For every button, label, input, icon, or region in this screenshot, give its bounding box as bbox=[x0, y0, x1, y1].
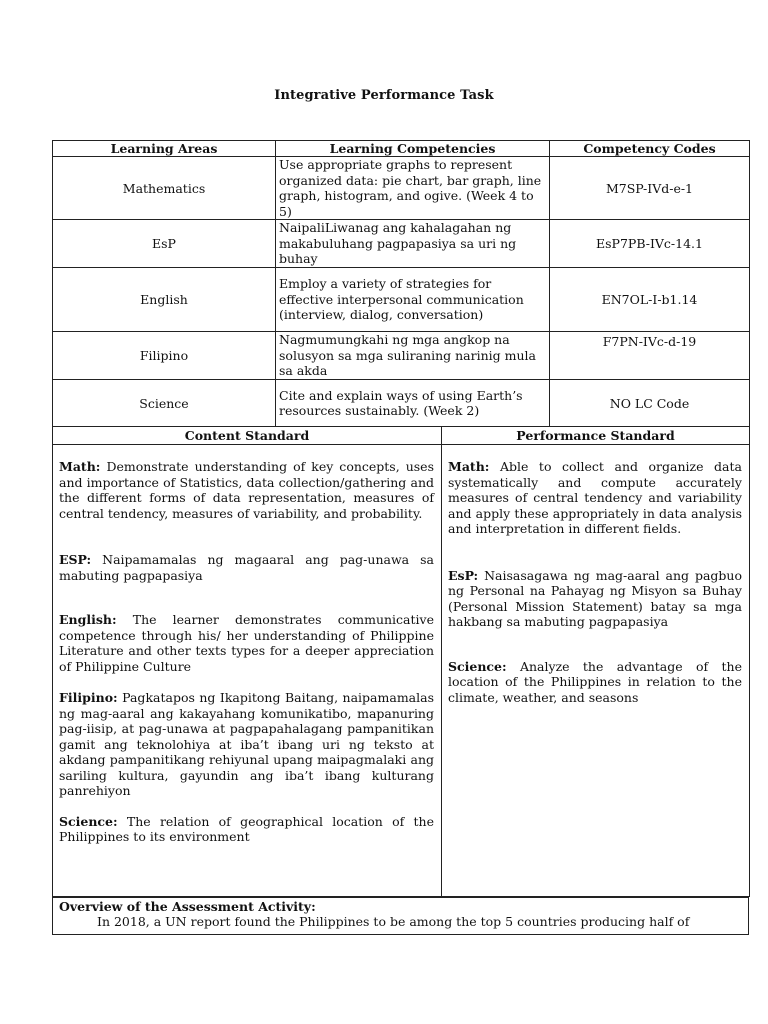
content-standard-science bbox=[59, 814, 434, 845]
standard-label: ESP: bbox=[59, 552, 92, 567]
table-row bbox=[53, 268, 750, 332]
standard-text: The relation of geographical location of the Philippines to its environment bbox=[59, 813, 434, 844]
header-performance-standard: Performance Standard bbox=[442, 427, 750, 445]
content-standard-cell bbox=[53, 445, 442, 897]
header-learning-areas: Learning Areas bbox=[53, 141, 276, 157]
standard-text: Naisasagawa ng mag-aaral ang pagbuo ng Personal na Pahayag ng Misyon sa Buhay (Personal Mission Statement) batay sa mga hakbang sa mabuting pagpapasiya bbox=[448, 567, 742, 629]
table-row bbox=[53, 332, 750, 380]
content-standard-esp bbox=[59, 552, 434, 583]
competency-code-cell: M7SP-IVd-e-1 bbox=[550, 157, 750, 220]
learning-competency-cell: Use appropriate graphs to represent organized data: pie chart, bar graph, line graph, histogram, and ogive. (Week 4 to 5) bbox=[276, 157, 550, 220]
standard-label: Science: bbox=[448, 658, 507, 674]
performance-standard-science bbox=[448, 659, 742, 706]
content-standard-english bbox=[59, 612, 434, 674]
learning-competency-cell: Nagmumungkahi ng mga angkop na solusyon sa mga suliraning narinig mula sa akda bbox=[276, 332, 550, 380]
learning-area-cell: EsP bbox=[53, 220, 276, 268]
performance-standard-cell bbox=[442, 445, 750, 897]
table-row bbox=[53, 380, 750, 427]
overview-cell bbox=[53, 898, 749, 935]
overview-section bbox=[52, 897, 749, 935]
performance-standard-math bbox=[448, 459, 742, 537]
table-row bbox=[53, 220, 750, 268]
learning-area-cell: Science bbox=[53, 380, 276, 427]
table-header-row bbox=[53, 141, 750, 157]
competency-code-cell: EN7OL-I-b1.14 bbox=[550, 268, 750, 332]
competency-code-cell: NO LC Code bbox=[550, 380, 750, 427]
standard-label: Filipino: bbox=[59, 690, 118, 705]
learning-competency-cell: Employ a variety of strategies for effective interpersonal communication (interview, dialog, conversation) bbox=[276, 268, 550, 332]
competency-code-cell: F7PN-IVc-d-19 bbox=[550, 332, 750, 380]
standard-text: Demonstrate understanding of key concepts, uses and importance of Statistics, data collection/gathering and the different forms of data representation, measures of central tendency, measures of variability, and probability. bbox=[59, 459, 434, 521]
learning-area-cell: Mathematics bbox=[53, 157, 276, 220]
performance-standard-esp bbox=[448, 568, 742, 630]
standard-text: Naipamamalas ng magaaral ang pag-unawa sa mabuting pagpapasiya bbox=[59, 552, 434, 583]
overview-text: In 2018, a UN report found the Philippines to be among the top 5 countries producing half of bbox=[97, 914, 690, 929]
table-row bbox=[53, 157, 750, 220]
header-content-standard: Content Standard bbox=[53, 427, 442, 445]
standards-header-row bbox=[53, 427, 750, 445]
standard-text: Analyze the advantage of the location of the Philippines in relation to the climate, weather, and seasons bbox=[448, 658, 742, 705]
header-competency-codes: Competency Codes bbox=[550, 141, 750, 157]
standard-text: The learner demonstrates communicative competence through his/ her understanding of Philippine Literature and other texts types for a deeper appreciation of Philippine Culture bbox=[59, 612, 434, 674]
learning-area-cell: Filipino bbox=[53, 332, 276, 380]
learning-competency-cell: NaipaliLiwanag ang kahalagahan ng makabuluhang pagpapasiya sa uri ng buhay bbox=[276, 220, 550, 268]
competency-code-cell: EsP7PB-IVc-14.1 bbox=[550, 220, 750, 268]
header-learning-competencies: Learning Competencies bbox=[276, 141, 550, 157]
standards-body-row bbox=[53, 445, 750, 897]
overview-heading: Overview of the Assessment Activity: bbox=[59, 899, 316, 914]
standard-label: Science: bbox=[59, 813, 118, 829]
overview-row bbox=[53, 898, 749, 935]
standard-label: Math: bbox=[448, 459, 490, 474]
competency-table bbox=[52, 140, 750, 427]
standards-table bbox=[52, 426, 750, 897]
standard-label: English: bbox=[59, 612, 117, 627]
learning-area-cell: English bbox=[53, 268, 276, 332]
standard-label: Math: bbox=[59, 459, 101, 474]
standard-text: Pagkatapos ng Ikapitong Baitang, naipamamalas ng mag-aaral ang kakayahang komunikatibo, mapanuring pag-iisip, at pag-unawa at pagpapahalagang pampanitikan gamit ang teknolohiya at iba’t ibang uri ng teksto at akdang pampanitikang rehiyunal upang maipagmalaki ang sariling kultura, gayundin ang iba’t ibang kulturang panrehiyon bbox=[59, 690, 434, 798]
page-title: Integrative Performance Task bbox=[274, 88, 494, 103]
learning-competency-cell: Cite and explain ways of using Earth’s resources sustainably. (Week 2) bbox=[276, 380, 550, 427]
standard-label: EsP: bbox=[448, 567, 479, 583]
standard-text: Able to collect and organize data systematically and compute accurately measures of central tendency and variability and apply these appropriately in data analysis and interpretation in different fields. bbox=[448, 459, 742, 536]
content-standard-filipino bbox=[59, 690, 434, 799]
content-standard-math bbox=[59, 459, 434, 521]
